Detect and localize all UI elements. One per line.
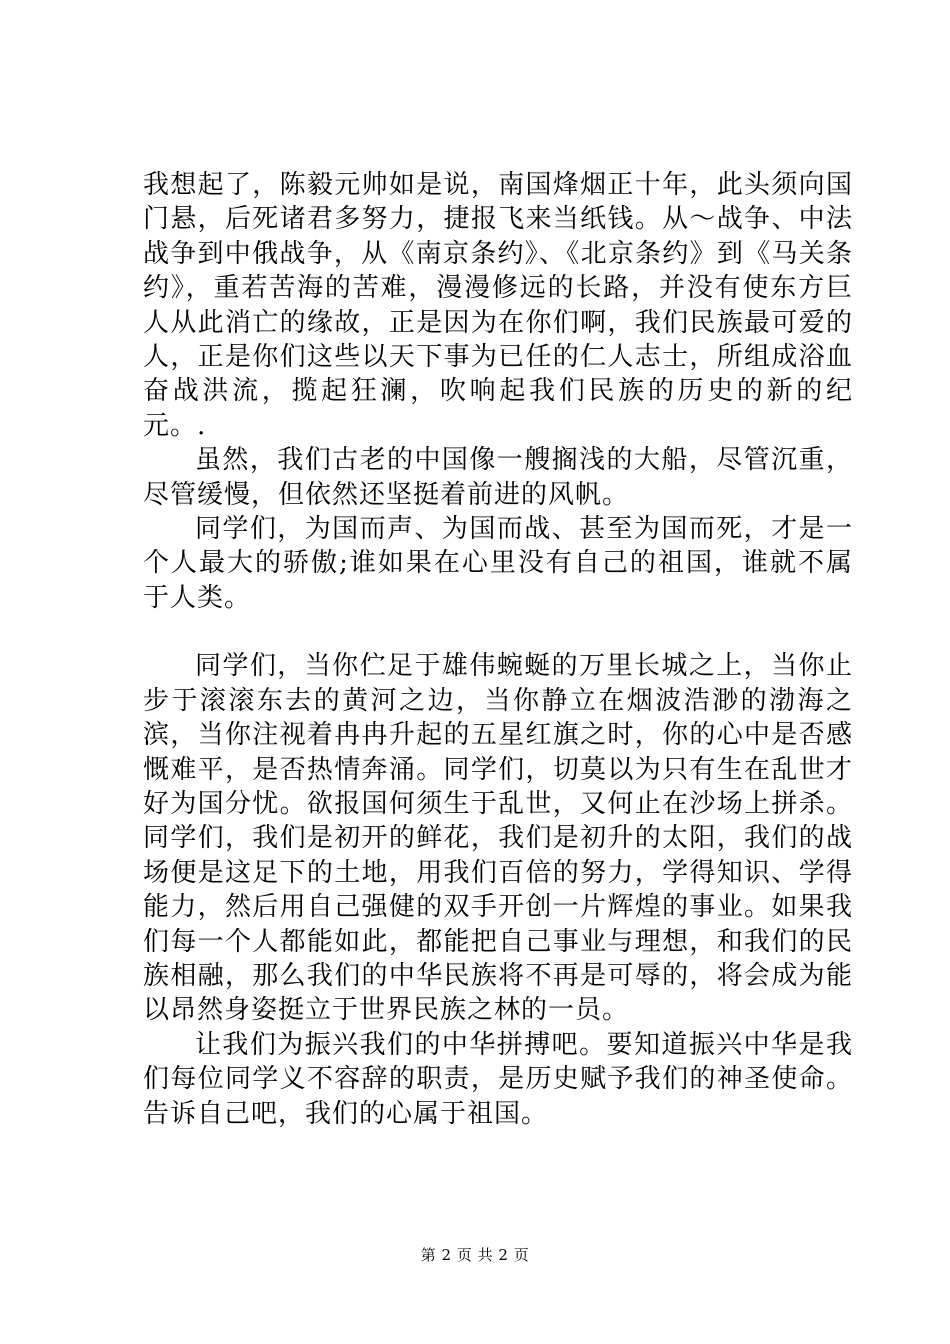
paragraph-spacer [143,615,853,649]
paragraph-5: 让我们为振兴我们的中华拼搏吧。要知道振兴中华是我们每位同学义不容辞的职责，是历史赋予我们的神圣使命。告诉自己吧，我们的心属于祖国。 [143,1029,853,1129]
paragraph-2: 虽然，我们古老的中国像一艘搁浅的大船，尽管沉重，尽管缓慢，但依然还坚挺着前进的风帆。 [143,445,853,510]
document-body [143,168,853,1131]
paragraph-1: 我想起了，陈毅元帅如是说，南国烽烟正十年，此头须向国门悬，后死诸君多努力，捷报飞来当纸钱。从～战争、中法战争到中俄战争，从《南京条约》、《北京条约》到《马关条约》，重若苦海的苦难，漫漫修远的长路，并没有使东方巨人从此消亡的缘故，正是因为在你们啊，我们民族最可爱的人，正是你们这些以天下事为已任的仁人志士，所组成浴血奋战洪流，揽起狂澜，吹响起我们民族的历史的新的纪元。. [143,170,853,441]
paragraph-3: 同学们，为国而声、为国而战、甚至为国而死，才是一个人最大的骄傲;谁如果在心里没有自己的祖国，谁就不属于人类。 [143,514,853,613]
page-number-footer: 第 2 页 共 2 页 [420,1246,530,1264]
paragraph-4: 同学们，当你伫足于雄伟蜿蜒的万里长城之上，当你止步于滚滚东去的黄河之边，当你静立在烟波浩渺的渤海之滨，当你注视着冉冉升起的五星红旗之时，你的心中是否感慨难平，是否热情奔涌。同学们，切莫以为只有生在乱世才好为国分忧。欲报国何须生于乱世，又何止在沙场上拼杀。同学们，我们是初开的鲜花，我们是初升的太阳，我们的战场便是这足下的土地，用我们百倍的努力，学得知识、学得能力，然后用自己强健的双手开创一片辉煌的事业。如果我们每一个人都能如此，都能把自己事业与理想，和我们的民族相融，那么我们的中华民族将不再是可辱的，将会成为能以昂然身姿挺立于世界民族之林的一员。 [143,651,853,1026]
